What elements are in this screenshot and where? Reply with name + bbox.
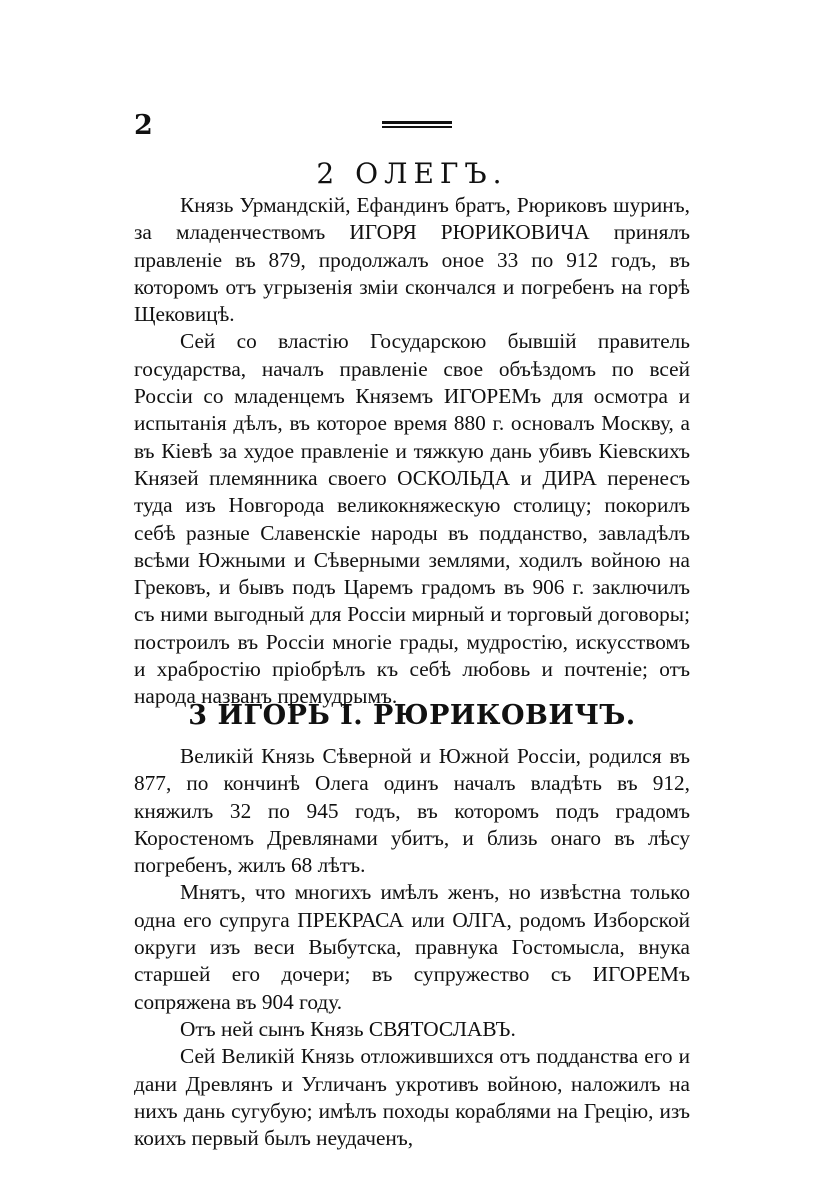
- paragraph: Великiй Князь Сѣверной и Южной Россiи, родился въ 877, по кончинѣ Олега одинъ началъ владѣть въ 912, княжилъ 32 по 945 годъ, въ которомъ подъ градомъ Коростеномъ Древлянами убитъ, и близь онаго въ лѣсу погребенъ, жилъ 68 лѣтъ.: [134, 744, 690, 878]
- paragraph: Мнятъ, что многихъ имѣлъ женъ, но извѣстна только одна его супруга ПРЕКРАСА или ОЛГА, родомъ Изборской округи изъ веси Выбутска, правнука Гостомысла, внука старшей его дочери; въ супружество съ ИГОРЕМъ сопряжена въ 904 году.: [134, 880, 690, 1014]
- page-number: 2: [134, 110, 153, 141]
- section-title-igor: 3 ИГОРЬ I. РЮРИКОВИЧЪ.: [188, 700, 636, 731]
- section-title-oleg: 2 ОЛЕГЪ.: [316, 157, 508, 190]
- header-rule: [382, 121, 452, 130]
- paragraph: Сей со властiю Государскою бывшiй правитель государства, началъ правленiе свое объѣздомъ по всей Россiи со младенцемъ Княземъ ИГОРЕМъ для осмотра и испытанiя дѣлъ, въ которое время 880 г. основалъ Москву, а въ Кiевѣ за худое правленiе и тяжкую дань убивъ Кiевскихъ Князей племянника своего ОСКОЛЬДА и ДИРА перенесъ туда изъ Новгорода великокняжескую столицу; покорилъ себѣ разные Славенскiе народы въ подданство, завладѣлъ всѣми Южными и Сѣверными землями, ходилъ войною на Грековъ, и бывъ подъ Царемъ градомъ въ 906 г. заключилъ съ ними выгодный для Россiи мирный и торговый договоры; построилъ въ Россiи многiе грады, мудростiю, искусствомъ и храбростiю прiобрѣлъ къ себѣ любовь и почтенiе; отъ народа названъ премудрымъ.: [134, 329, 690, 709]
- paragraph: Отъ ней сынъ Князь СВЯТОСЛАВЪ.: [180, 1016, 516, 1041]
- section-body-oleg: [134, 192, 690, 711]
- paragraph: Сей Великiй Князь отложившихся отъ подданства его и дани Древлянъ и Угличанъ укротивъ войною, наложилъ на нихъ дань сугубую; имѣлъ походы кораблями на Грецiю, изъ коихъ первый былъ неудаченъ,: [134, 1044, 690, 1151]
- section-body-igor: [134, 743, 690, 1152]
- paragraph: Князь Урмандскiй, Ефандинъ братъ, Рюриковъ шуринъ, за младенчествомъ ИГОРЯ РЮРИКОВИЧА принялъ правленiе въ 879, продолжалъ оное 33 по 912 годъ, въ которомъ отъ угрызенiя змiи скончался и погребенъ на горѣ Щековицѣ.: [134, 193, 690, 327]
